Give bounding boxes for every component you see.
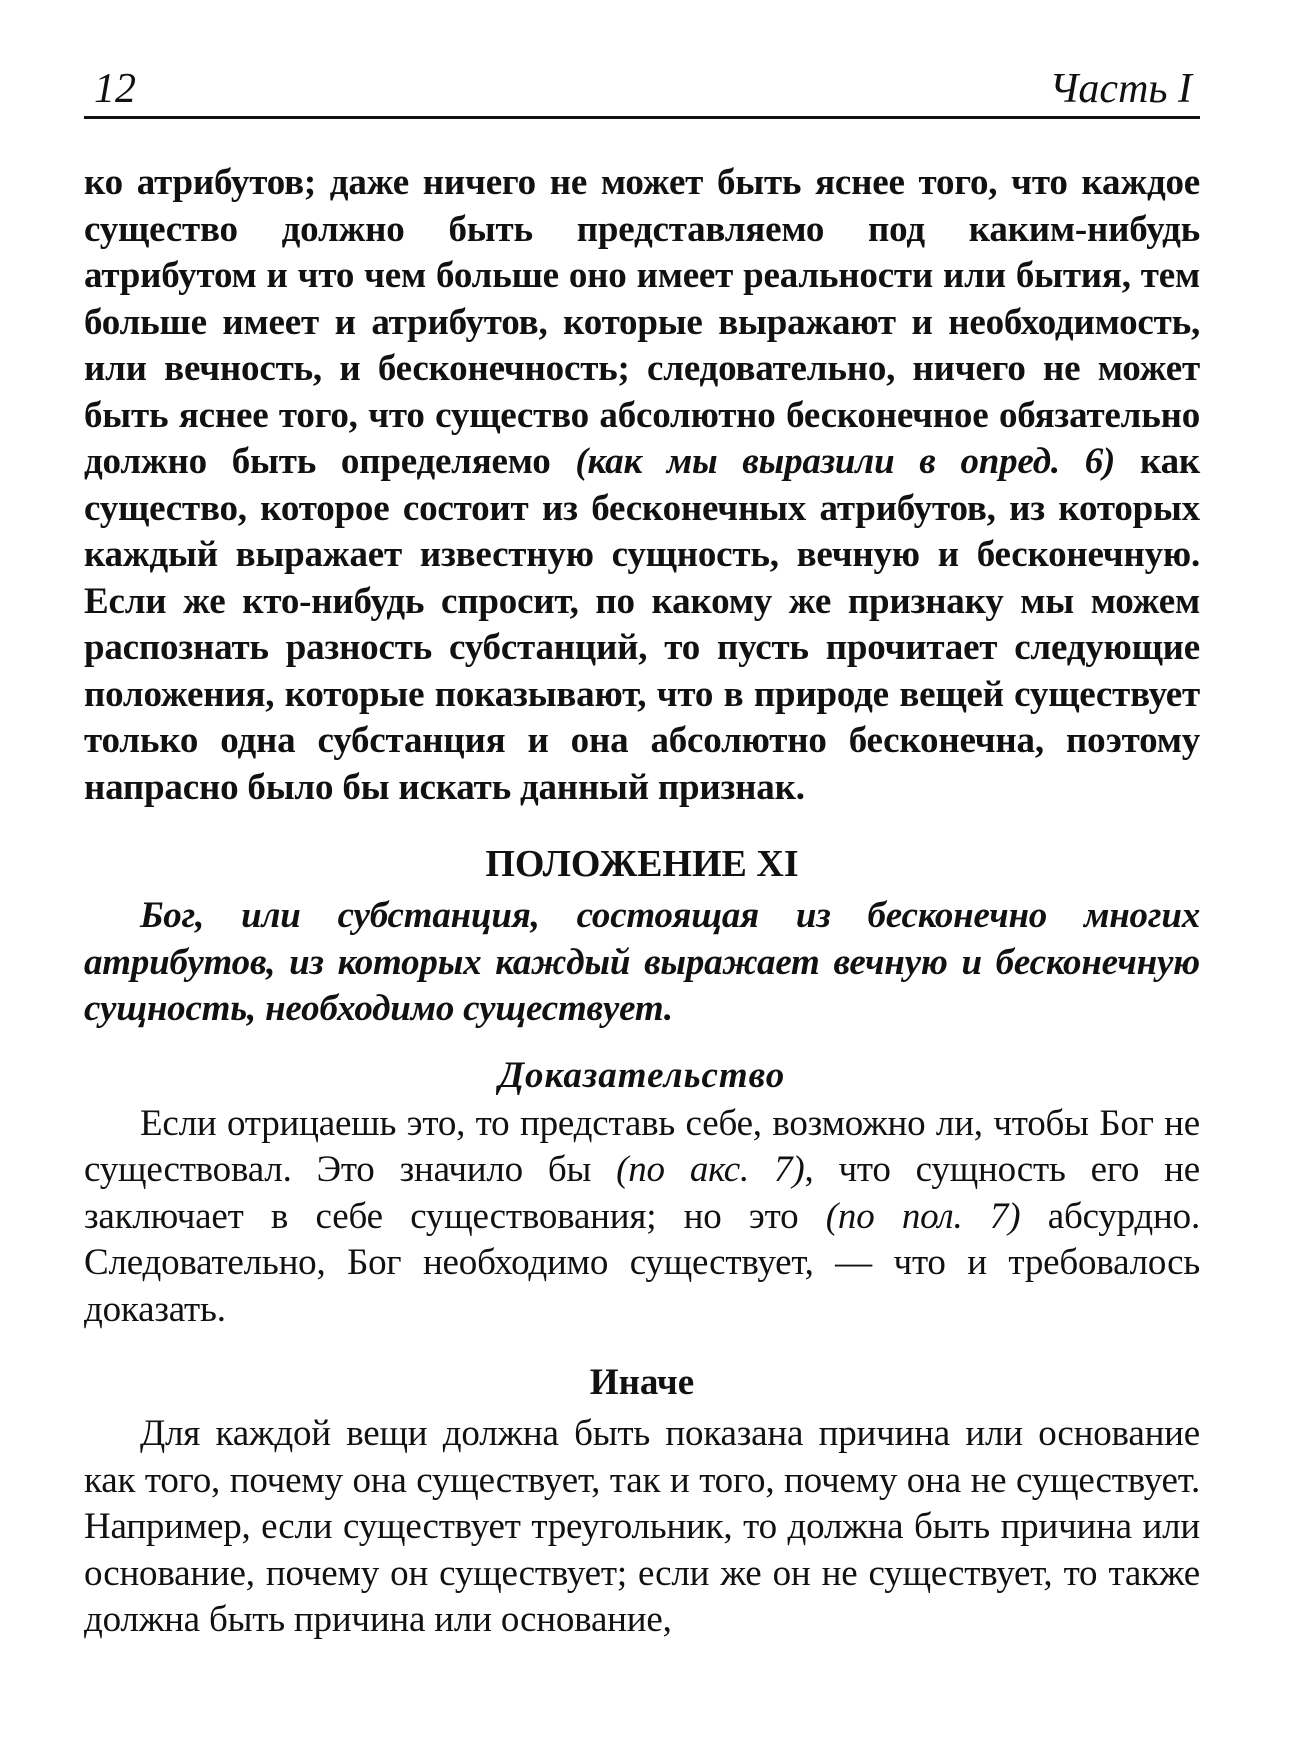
- proof-paragraph: [84, 1101, 1200, 1334]
- section-label: Часть I: [1049, 66, 1192, 112]
- running-head: [84, 62, 1200, 118]
- alternative-proof-heading: Иначе: [589, 1362, 695, 1403]
- page-number: 12: [94, 66, 136, 112]
- header-rule: [84, 116, 1200, 119]
- scholium-paragraph: [84, 160, 1200, 811]
- definition-reference: (как мы выразили в опред. 6): [575, 441, 1116, 482]
- proof-text-1: Если отрицаешь это, то представь себе, возможно ли, чтобы Бог не существовал. Это значило бы: [84, 1102, 1200, 1190]
- proof-heading: Доказательство: [498, 1054, 786, 1096]
- scholium-text-part-a: ко атрибутов; даже ничего не может быть яснее того, что каждое существо должно быть представляемо под каким-нибудь атрибутом и что чем больше оно имеет реальности или бытия, тем больше имеет и атрибутов, которые выражают и необходимость, или вечность, и бесконечность; следовательно, ничего не может быть яснее того, что существо абсолютно бесконечное обязательно должно быть определяемо: [84, 162, 1200, 482]
- page-body: [84, 160, 1200, 1644]
- scholium-text-part-b: как существо, которое состоит из бесконечных атрибутов, из которых каждый выражает известную сущность, вечную и бесконечную. Если же кто-нибудь спросит, по какому же признаку мы можем распознать разность субстанций, то пусть прочитает следующие положения, которые показывают, что в природе вещей существует только одна субстанция и она абсолютно бесконечна, поэтому напрасно было бы искать данный признак.: [84, 441, 1200, 808]
- proposition-statement: Бог, или субстанция, состоящая из бесконечно многих атрибутов, из которых каждый выражает вечную и бесконечную сущность, необходимо существует.: [84, 895, 1200, 1029]
- proof-text-2: , что сущность его не заключает в себе существования; но это: [84, 1149, 1201, 1237]
- alternative-proof-paragraph: Для каждой вещи должна быть показана причина или основание как того, почему она существует, так и того, почему она не существует. Например, если существует треугольник, то должна быть причина или основание, почему он существует; если же он не существует, то также должна быть причина или основание,: [84, 1413, 1200, 1640]
- axiom-reference: (по акс. 7): [616, 1149, 805, 1190]
- proposition-heading: ПОЛОЖЕНИЕ XI: [485, 843, 799, 885]
- proof-text-3: абсурдно. Следовательно, Бог необходимо существует, — что и требовалось доказать.: [84, 1195, 1200, 1330]
- proposition-reference: (по пол. 7): [825, 1195, 1021, 1237]
